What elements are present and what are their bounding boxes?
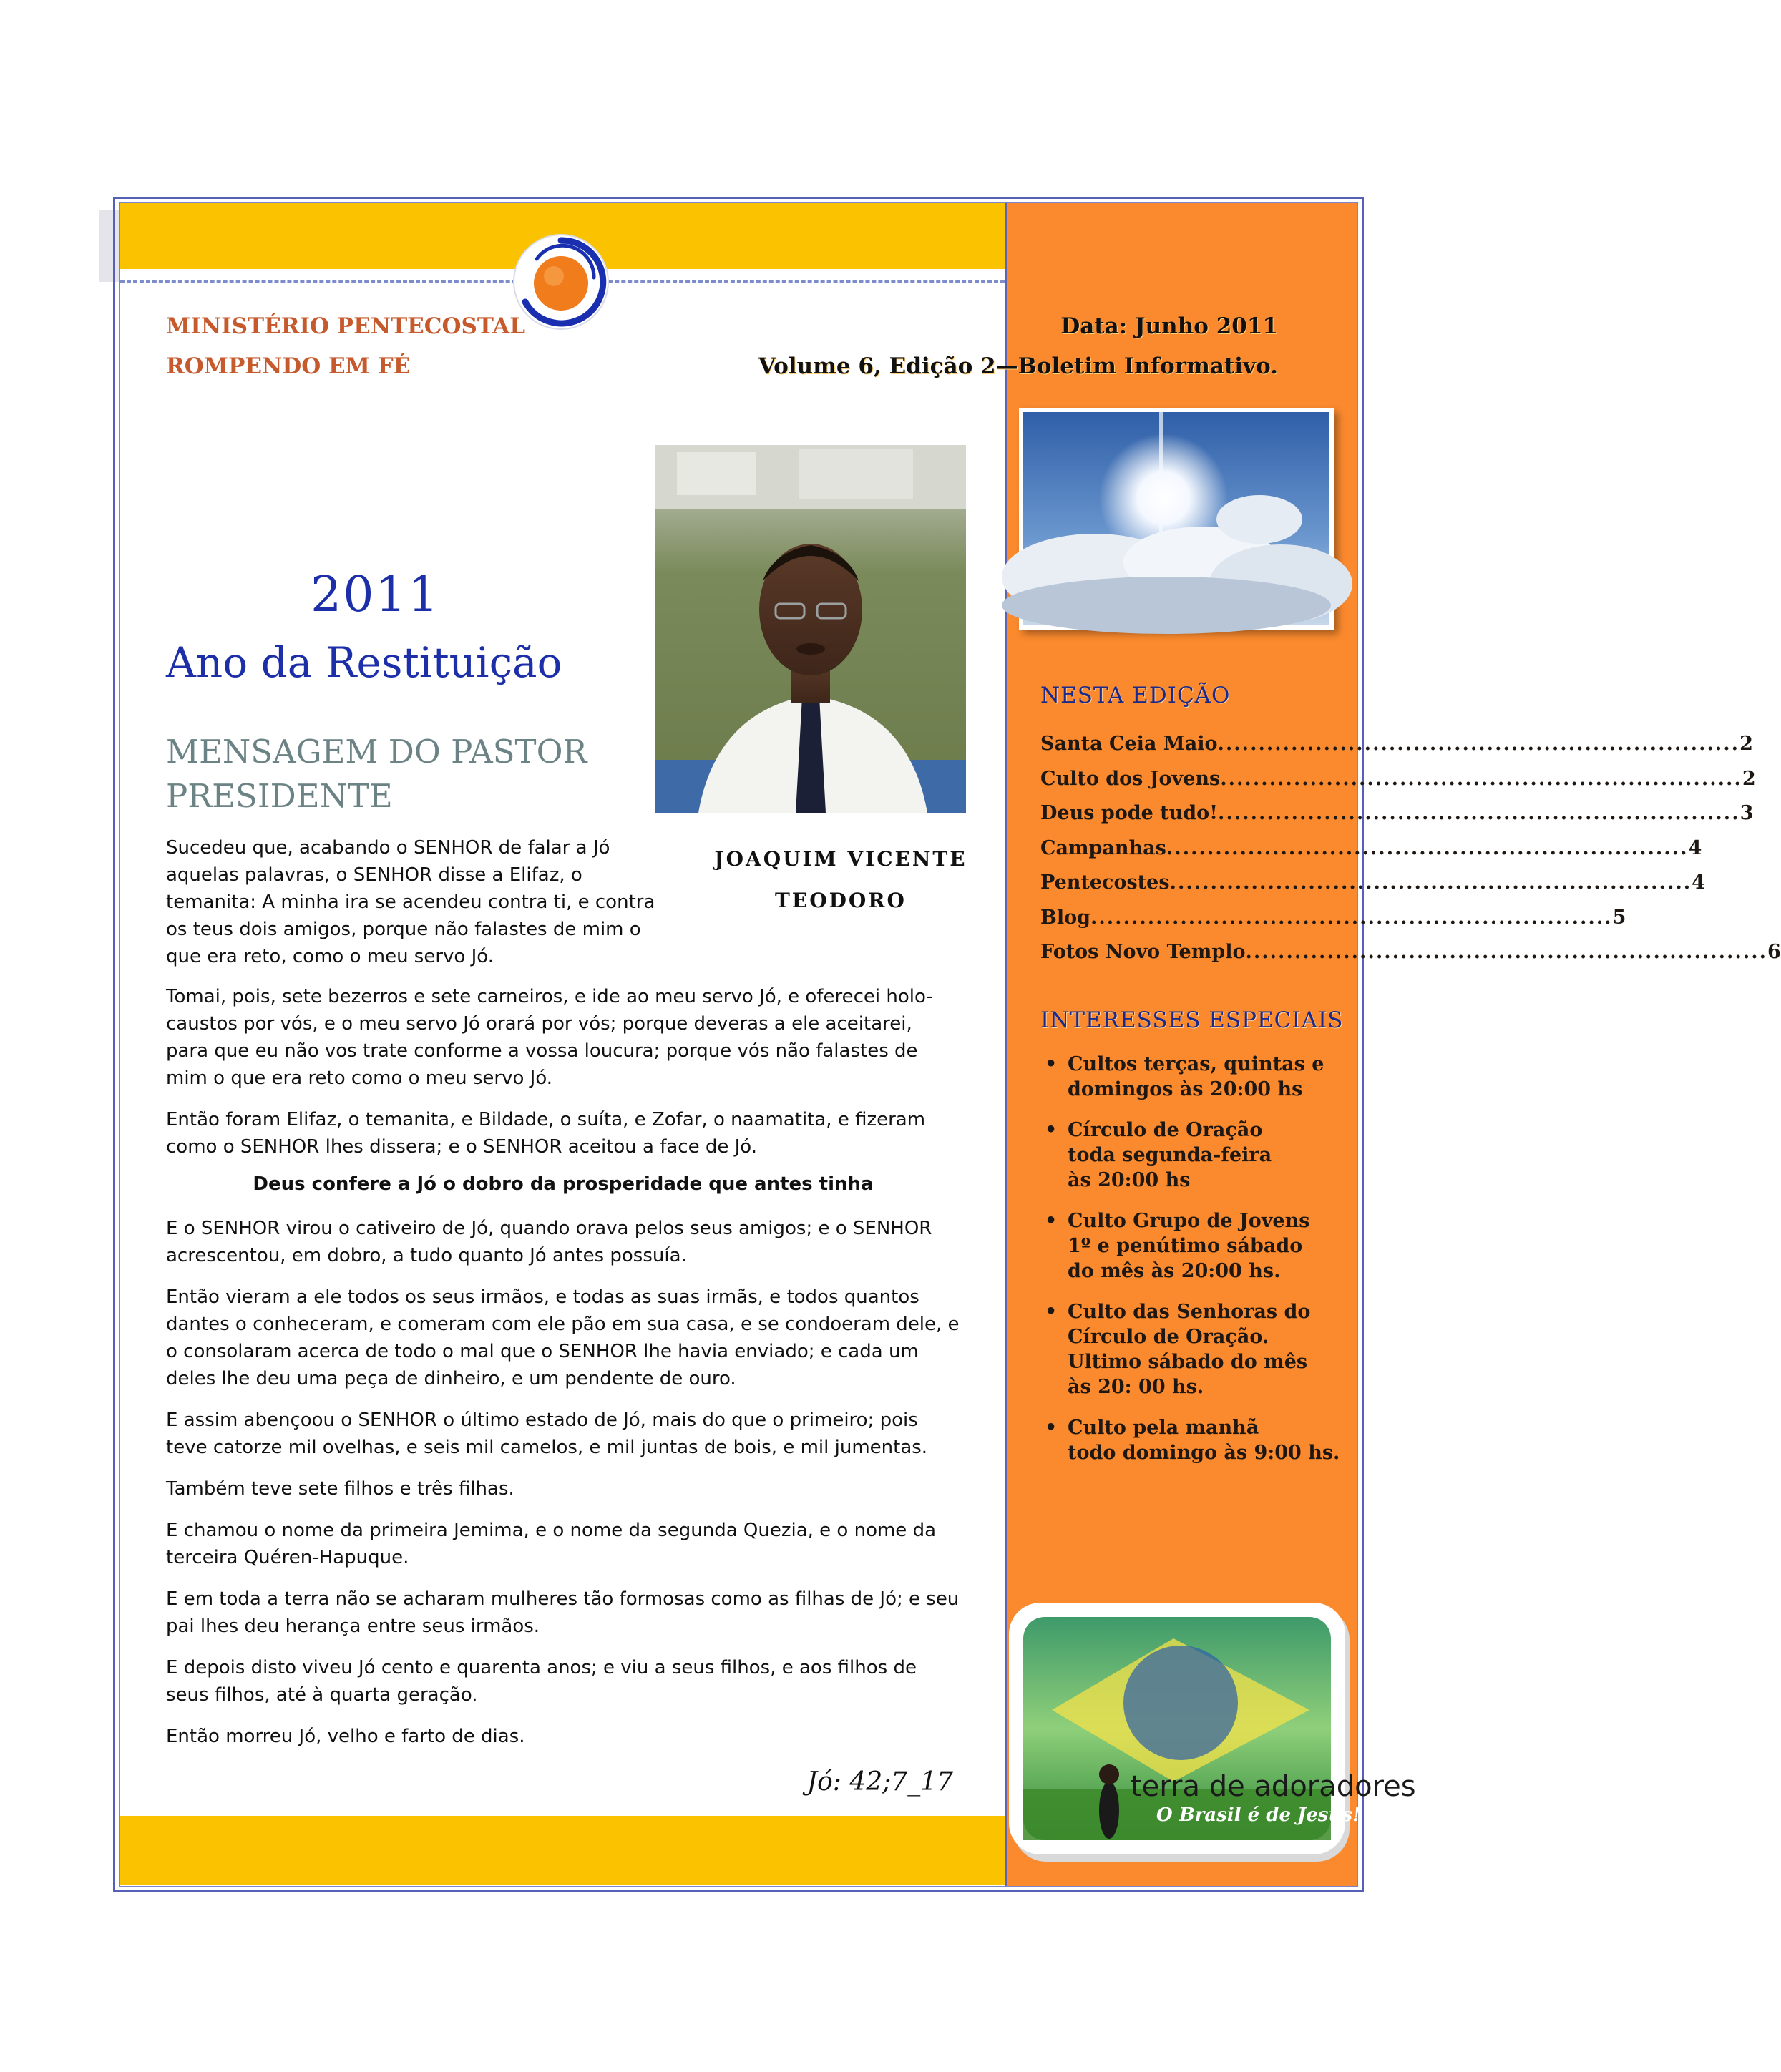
- article-paragraph: Então morreu Jó, velho e farto de dias.: [166, 1726, 525, 1747]
- interest-item: • Círculo de Oração toda segunda-feira às 20:00 hs: [1045, 1119, 1272, 1191]
- pastor-name: [714, 839, 967, 922]
- toc-item-title: Blog: [1040, 906, 1090, 929]
- issue-volume: Volume 6, Edição 2—Boletim Informativo.: [758, 353, 1278, 379]
- article-paragraph: E em toda a terra não se acharam mulheres tão formosas como as filhas de Jó; e seu pai lhes deu herança entre seus irmãos.: [166, 1588, 960, 1637]
- toc-item[interactable]: [1040, 831, 1702, 866]
- toc-item-title: Deus pode tudo!: [1040, 802, 1219, 824]
- sky-photo: [1019, 408, 1334, 630]
- toc-item-page: 5: [1612, 906, 1626, 929]
- toc-heading: NESTA EDIÇÃO: [1040, 683, 1231, 708]
- article-paragraph: Então vieram a ele todos os seus irmãos, e todas as suas irmãs, e todos quantos dantes o conheceram, e comeram com ele pão em sua casa, e se condoeram dele, e o consolaram acerca de todo o mal que o SENHOR lhe havia enviado; e cada um deles lhe deu uma peça de dinheiro, e um pendente de ouro.: [166, 1286, 960, 1389]
- pastor-name-line1: JOAQUIM VICENTE: [714, 847, 967, 871]
- toc-item-page: 3: [1739, 802, 1754, 824]
- pastor-name-line2: TEODORO: [775, 889, 907, 912]
- article-paragraph: Também teve sete filhos e três filhas.: [166, 1478, 514, 1500]
- bullet-icon: •: [1045, 1301, 1058, 1323]
- interest-item: • Culto pela manhã todo domingo às 9:00 hs.: [1045, 1417, 1340, 1464]
- article-paragraph: E o SENHOR virou o cativeiro de Jó, quando orava pelos seus amigos; e o SENHOR acrescentou, em dobro, a tudo quanto Jó antes possuía.: [166, 1218, 932, 1266]
- toc-item-page: 2: [1742, 767, 1756, 790]
- article-paragraph: Sucedeu que, acabando o SENHOR de falar a Jó aquelas palavras, o SENHOR disse a Elifaz, o temanita: A minha ira se acendeu contra ti, e contra os teus dois amigos, porque não falastes de mim o que era reto, como o meu servo Jó.: [166, 837, 655, 967]
- article-paragraph: Então foram Elifaz, o temanita, e Bildade, o suíta, e Zofar, o naamatita, e fizeram como o SENHOR lhes dissera; e o SENHOR aceitou a face de Jó.: [166, 1109, 926, 1158]
- pastor-photo: [655, 445, 966, 813]
- toc-item[interactable]: [1040, 866, 1705, 901]
- toc-item-title: Campanhas: [1040, 836, 1166, 859]
- interests-heading: INTERESSES ESPECIAIS: [1040, 1007, 1344, 1033]
- toc-item[interactable]: [1040, 727, 1753, 762]
- article-paragraph: E chamou o nome da primeira Jemima, e o nome da segunda Quezia, e o nome da terceira Quéren-Hapuque.: [166, 1520, 937, 1568]
- interest-item: • Culto Grupo de Jovens 1º e penútimo sábado do mês às 20:00 hs.: [1045, 1210, 1310, 1282]
- article-paragraph: E depois disto viveu Jó cento e quarenta anos; e viu a seus filhos, e aos filhos de seus filhos, até à quarta geração.: [166, 1657, 917, 1706]
- interests-list: [1040, 1052, 1341, 1481]
- toc-item-title: Fotos Novo Templo: [1040, 941, 1246, 963]
- toc-item-title: Pentecostes: [1040, 871, 1170, 894]
- interest-item: • Cultos terças, quintas e domingos às 20:00 hs: [1045, 1053, 1324, 1100]
- article-paragraph: Tomai, pois, sete bezerros e sete carneiros, e ide ao meu servo Jó, e oferecei holo-caustos por vós, e o meu servo Jó orará por vós; porque deveras a ele aceitarei, para que eu não vos trate conforme a vossa loucura; porque vós não falastes de mim o que era reto como o meu servo Jó.: [166, 986, 933, 1089]
- toc-item-page: 4: [1692, 871, 1705, 894]
- bullet-icon: •: [1045, 1119, 1058, 1141]
- ministry-name-line1: MINISTÉRIO PENTECOSTAL: [166, 313, 526, 339]
- toc-item-page: 4: [1688, 836, 1702, 859]
- interest-item: • Culto das Senhoras do Círculo de Oração. Ultimo sábado do mês às 20: 00 hs.: [1045, 1301, 1311, 1398]
- year-title: 2011: [311, 567, 441, 623]
- toc-item[interactable]: [1040, 762, 1756, 797]
- sky-clouds-image: [1023, 412, 1329, 625]
- article-paragraph: E assim abençoou o SENHOR o último estado de Jó, mais do que o primeiro; pois teve catorze mil ovelhas, e seis mil camelos, e mil juntas de bois, e mil jumentas.: [166, 1409, 928, 1458]
- ministry-name-line2: ROMPENDO EM FÉ: [166, 353, 411, 379]
- toc-item[interactable]: [1040, 796, 1754, 831]
- scripture-reference: Jó: 42;7_17: [806, 1767, 953, 1797]
- bullet-icon: •: [1045, 1210, 1058, 1232]
- bullet-icon: •: [1045, 1053, 1058, 1075]
- toc-item[interactable]: [1040, 935, 1781, 970]
- toc-item-page: 6: [1767, 941, 1781, 963]
- toc-item-title: Culto dos Jovens: [1040, 767, 1221, 790]
- issue-date: Data: Junho 2011: [1060, 313, 1278, 339]
- promo-slogan: O Brasil é de Jesus!: [1156, 1804, 1361, 1826]
- message-title: MENSAGEM DO PASTOR PRESIDENTE: [166, 733, 587, 815]
- toc-list: [1040, 727, 1781, 970]
- toc-item-title: Santa Ceia Maio: [1040, 733, 1218, 755]
- pastor-portrait-image: [655, 445, 966, 813]
- promo-image: [1009, 1603, 1416, 1867]
- bullet-icon: •: [1045, 1417, 1058, 1439]
- promo-title: terra de adoradores: [1131, 1770, 1416, 1803]
- toc-item-page: 2: [1739, 733, 1753, 755]
- year-subtitle: Ano da Restituição: [166, 638, 562, 687]
- toc-item[interactable]: [1040, 901, 1626, 936]
- article-subheading: Deus confere a Jó o dobro da prosperidade que antes tinha: [253, 1173, 874, 1195]
